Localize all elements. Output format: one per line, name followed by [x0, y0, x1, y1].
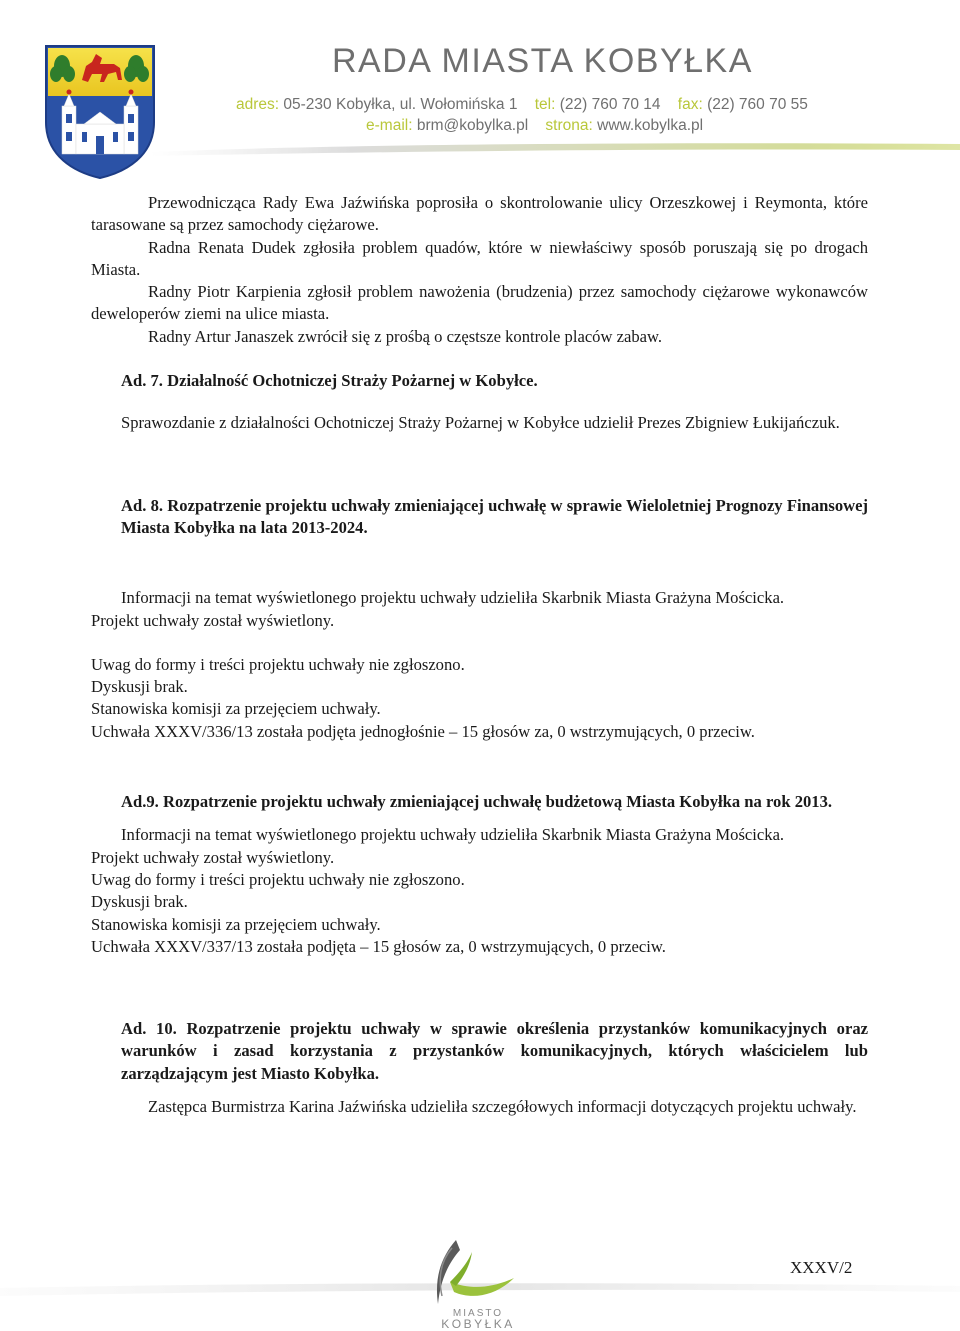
fax-label: fax: — [677, 96, 703, 113]
contact-line-1 — [236, 96, 808, 114]
paragraph: Przewodnicząca Rady Ewa Jaźwińska poprosiła o skontrolowanie ulicy Orzeszkowej i Reymonta, które tarasowane są przez samochody ciężarowe. — [91, 193, 868, 235]
address-label: adres: — [236, 96, 280, 113]
section-heading-ad9: Ad.9. Rozpatrzenie projektu uchwały zmieniającej uchwałę budżetową Miasta Kobyłka na rok 2013. — [121, 792, 833, 812]
city-logo-text — [438, 1309, 518, 1329]
paragraph: Informacji na temat wyświetlonego projektu uchwały udzieliła Skarbnik Miasta Grażyna Mościcka. — [121, 588, 785, 608]
paragraph: Uwag do formy i treści projektu uchwały nie zgłoszono. — [91, 869, 465, 889]
paragraph: Sprawozdanie z działalności Ochotniczej Straży Pożarnej w Kobyłce udzielił Prezes Zbigniew Łukijańczuk. — [121, 413, 840, 433]
city-logo-icon — [412, 1238, 522, 1310]
paragraph: Projekt uchwały został wyświetlony. — [91, 610, 335, 630]
section-heading-ad7: Ad. 7. Działalność Ochotniczej Straży Pożarnej w Kobyłce. — [121, 371, 538, 391]
section-heading-ad8: Ad. 8. Rozpatrzenie projektu uchwały zmieniającej uchwałę w sprawie Wieloletniej Prognozy Finansowej Miasta Kobyłka na lata 2013-2024. — [121, 495, 868, 537]
contact-line-2 — [366, 117, 703, 135]
letterhead — [0, 0, 960, 190]
section-heading-ad10: Ad. 10. Rozpatrzenie projektu uchwały w sprawie określenia przystanków komunikacyjnych oraz warunków i zasad korzystania z przystanków komunikacyjnych, których właścicielem lub zarządzającym jest Miasto Kobyłka. — [121, 1019, 868, 1083]
fax-value: (22) 760 70 55 — [707, 96, 808, 113]
paragraph: Uchwała XXXV/337/13 została podjęta – 15 głosów za, 0 wstrzymujących, 0 przeciw. — [91, 936, 666, 956]
page-number: XXXV/2 — [790, 1258, 853, 1277]
document-body — [91, 192, 868, 1118]
coat-of-arms-icon — [44, 44, 156, 180]
paragraph: Zastępca Burmistrza Karina Jaźwińska udzieliła szczegółowych informacji dotyczących projektu uchwały. — [148, 1097, 857, 1117]
web-label: strona: — [545, 117, 593, 134]
logo-word-miasto: MIASTO — [452, 1308, 504, 1319]
paragraph: Projekt uchwały został wyświetlony. — [91, 847, 335, 867]
paragraph: Stanowiska komisji za przejęciem uchwały. — [91, 699, 381, 719]
paragraph: Uchwała XXXV/336/13 została podjęta jednogłośnie – 15 głosów za, 0 wstrzymujących, 0 przeciw. — [91, 721, 755, 741]
email-label: e-mail: — [366, 117, 413, 134]
paragraph: Dyskusji brak. — [91, 892, 188, 912]
paragraph: Radny Artur Janaszek zwrócił się z prośbą o częstsze kontrole placów zabaw. — [148, 326, 663, 346]
header-band — [150, 142, 960, 158]
paragraph: Informacji na temat wyświetlonego projektu uchwały udzieliła Skarbnik Miasta Grażyna Mościcka. — [121, 825, 785, 845]
paragraph: Dyskusji brak. — [91, 677, 188, 697]
tel-value: (22) 760 70 14 — [559, 96, 661, 113]
tel-label: tel: — [534, 96, 556, 113]
council-name: RADA MIASTA KOBYŁKA — [332, 42, 753, 80]
paragraph: Uwag do formy i treści projektu uchwały nie zgłoszono. — [91, 654, 465, 674]
logo-word-kobylka: KOBYŁKA — [441, 1317, 515, 1331]
email-value: brm@kobylka.pl — [416, 117, 529, 134]
web-value: www.kobylka.pl — [597, 117, 704, 134]
paragraph: Radna Renata Dudek zgłosiła problem quadów, które w niewłaściwy sposób poruszają się po drogach Miasta. — [91, 237, 868, 279]
paragraph: Stanowiska komisji za przejęciem uchwały. — [91, 914, 381, 934]
address-value: 05-230 Kobyłka, ul. Wołomińska 1 — [283, 96, 518, 113]
paragraph: Radny Piotr Karpienia zgłosił problem nawożenia (brudzenia) przez samochody ciężarowe wykonawców deweloperów ziemi na ulice miasta. — [91, 282, 868, 324]
